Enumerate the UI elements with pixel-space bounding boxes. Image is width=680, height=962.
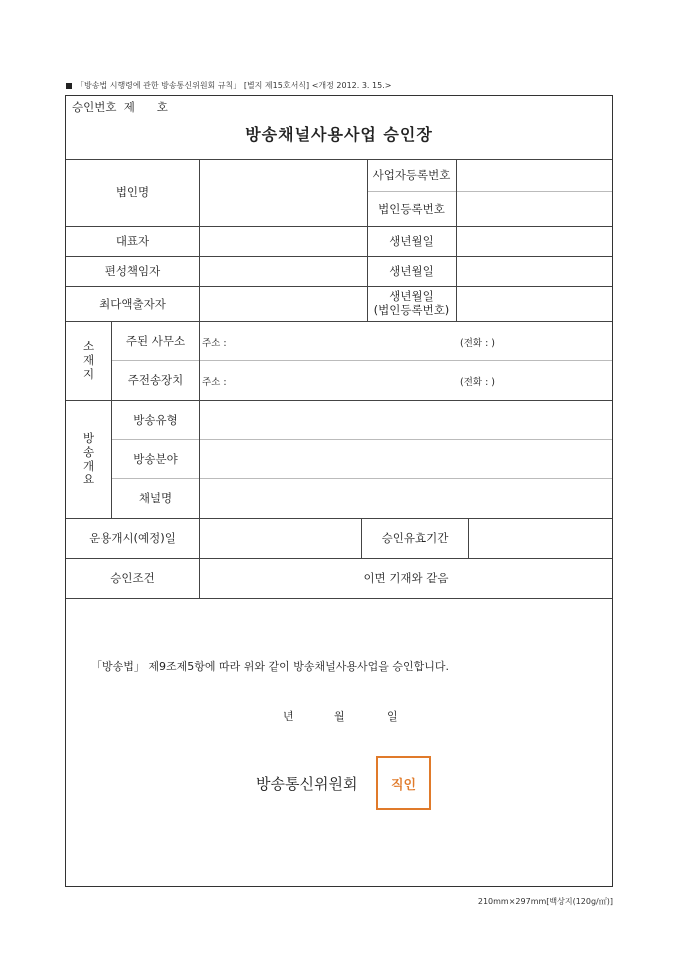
approval-statement: 「방송법」 제9조제5항에 따라 위와 같이 방송채널사용사업을 승인합니다. bbox=[91, 660, 449, 673]
broadcast-field-value[interactable] bbox=[200, 440, 612, 478]
transmitter-address-label: 주소 : bbox=[202, 377, 227, 388]
location-group-label bbox=[66, 322, 111, 400]
largest-investor-value[interactable] bbox=[200, 287, 367, 321]
channel-name-value[interactable] bbox=[200, 479, 612, 518]
business-registration-number-label: 사업자등록번호 bbox=[372, 167, 451, 182]
corporate-name-value[interactable] bbox=[200, 159, 367, 226]
paper-spec-note: 210mm×297mm[백상지(120g/㎡)] bbox=[477, 897, 613, 906]
form-reference-text: 「방송법 시행령에 관한 방송통신위원회 규칙」 [별지 제15호서식] <개정 2012. 3. 15.> bbox=[76, 81, 392, 90]
operation-start-value[interactable] bbox=[200, 519, 361, 558]
square-bullet-icon bbox=[66, 83, 72, 89]
largest-investor-birth-date-label bbox=[367, 287, 456, 321]
main-office-label: 주된 사무소 bbox=[125, 333, 186, 348]
date-month-label: 월 bbox=[334, 710, 345, 723]
transmitter-phone-label: (전화 : ) bbox=[460, 377, 496, 388]
official-seal-stamp: 직인 bbox=[376, 756, 431, 810]
date-year-label: 년 bbox=[283, 710, 294, 723]
corporate-name-label: 법인명 bbox=[115, 185, 150, 200]
broadcast-char-3: 개 bbox=[82, 458, 95, 473]
location-char-2: 재 bbox=[82, 353, 95, 368]
approval-number-label: 승인번호 제 호 bbox=[72, 100, 168, 114]
representative-value[interactable] bbox=[200, 227, 367, 256]
main-office-phone-label: (전화 : ) bbox=[460, 338, 496, 349]
location-char-1: 소 bbox=[82, 339, 95, 354]
largest-investor-label: 최다액출자자 bbox=[99, 296, 166, 311]
main-office-address-label: 주소 : bbox=[202, 338, 227, 349]
business-registration-number-value[interactable] bbox=[457, 159, 612, 191]
corporate-registration-number-label: 법인등록번호 bbox=[378, 201, 445, 216]
validity-period-label: 승인유효기간 bbox=[381, 531, 449, 546]
location-char-3: 지 bbox=[82, 366, 95, 381]
broadcast-overview-group-label bbox=[66, 401, 111, 518]
broadcast-type-label: 방송유형 bbox=[133, 412, 178, 427]
corporate-registration-number-value[interactable] bbox=[457, 192, 612, 226]
programming-head-value[interactable] bbox=[200, 257, 367, 286]
page-title: 방송채널사용사업 승인장 bbox=[245, 125, 433, 144]
representative-birth-date-label: 생년월일 bbox=[389, 234, 434, 249]
date-day-label: 일 bbox=[387, 710, 398, 723]
largest-investor-birth-date-value[interactable] bbox=[457, 287, 612, 321]
birth-date-text: 생년월일 bbox=[389, 289, 434, 304]
transmitter-label: 주전송장치 bbox=[127, 373, 184, 388]
programming-head-label: 편성책임자 bbox=[104, 264, 161, 279]
issuer-name: 방송통신위원회 bbox=[256, 775, 358, 793]
broadcast-field-label: 방송분야 bbox=[133, 451, 178, 466]
programming-head-birth-date-label: 생년월일 bbox=[389, 264, 434, 279]
channel-name-label: 채널명 bbox=[138, 491, 173, 506]
conditions-value: 이면 기재와 같음 bbox=[363, 571, 449, 586]
operation-start-label: 운용개시(예정)일 bbox=[89, 531, 176, 546]
broadcast-char-2: 송 bbox=[82, 444, 95, 459]
representative-label: 대표자 bbox=[115, 234, 150, 249]
broadcast-type-value[interactable] bbox=[200, 401, 612, 439]
validity-period-value[interactable] bbox=[469, 519, 612, 558]
broadcast-char-1: 방 bbox=[82, 430, 95, 445]
form-reference-note bbox=[66, 80, 391, 91]
broadcast-char-4: 요 bbox=[82, 472, 95, 487]
approval-certificate-form bbox=[65, 95, 613, 887]
corporate-registration-number-text: (법인등록번호) bbox=[373, 303, 450, 317]
programming-head-birth-date-value[interactable] bbox=[457, 257, 612, 286]
representative-birth-date-value[interactable] bbox=[457, 227, 612, 256]
conditions-label: 승인조건 bbox=[110, 571, 155, 586]
